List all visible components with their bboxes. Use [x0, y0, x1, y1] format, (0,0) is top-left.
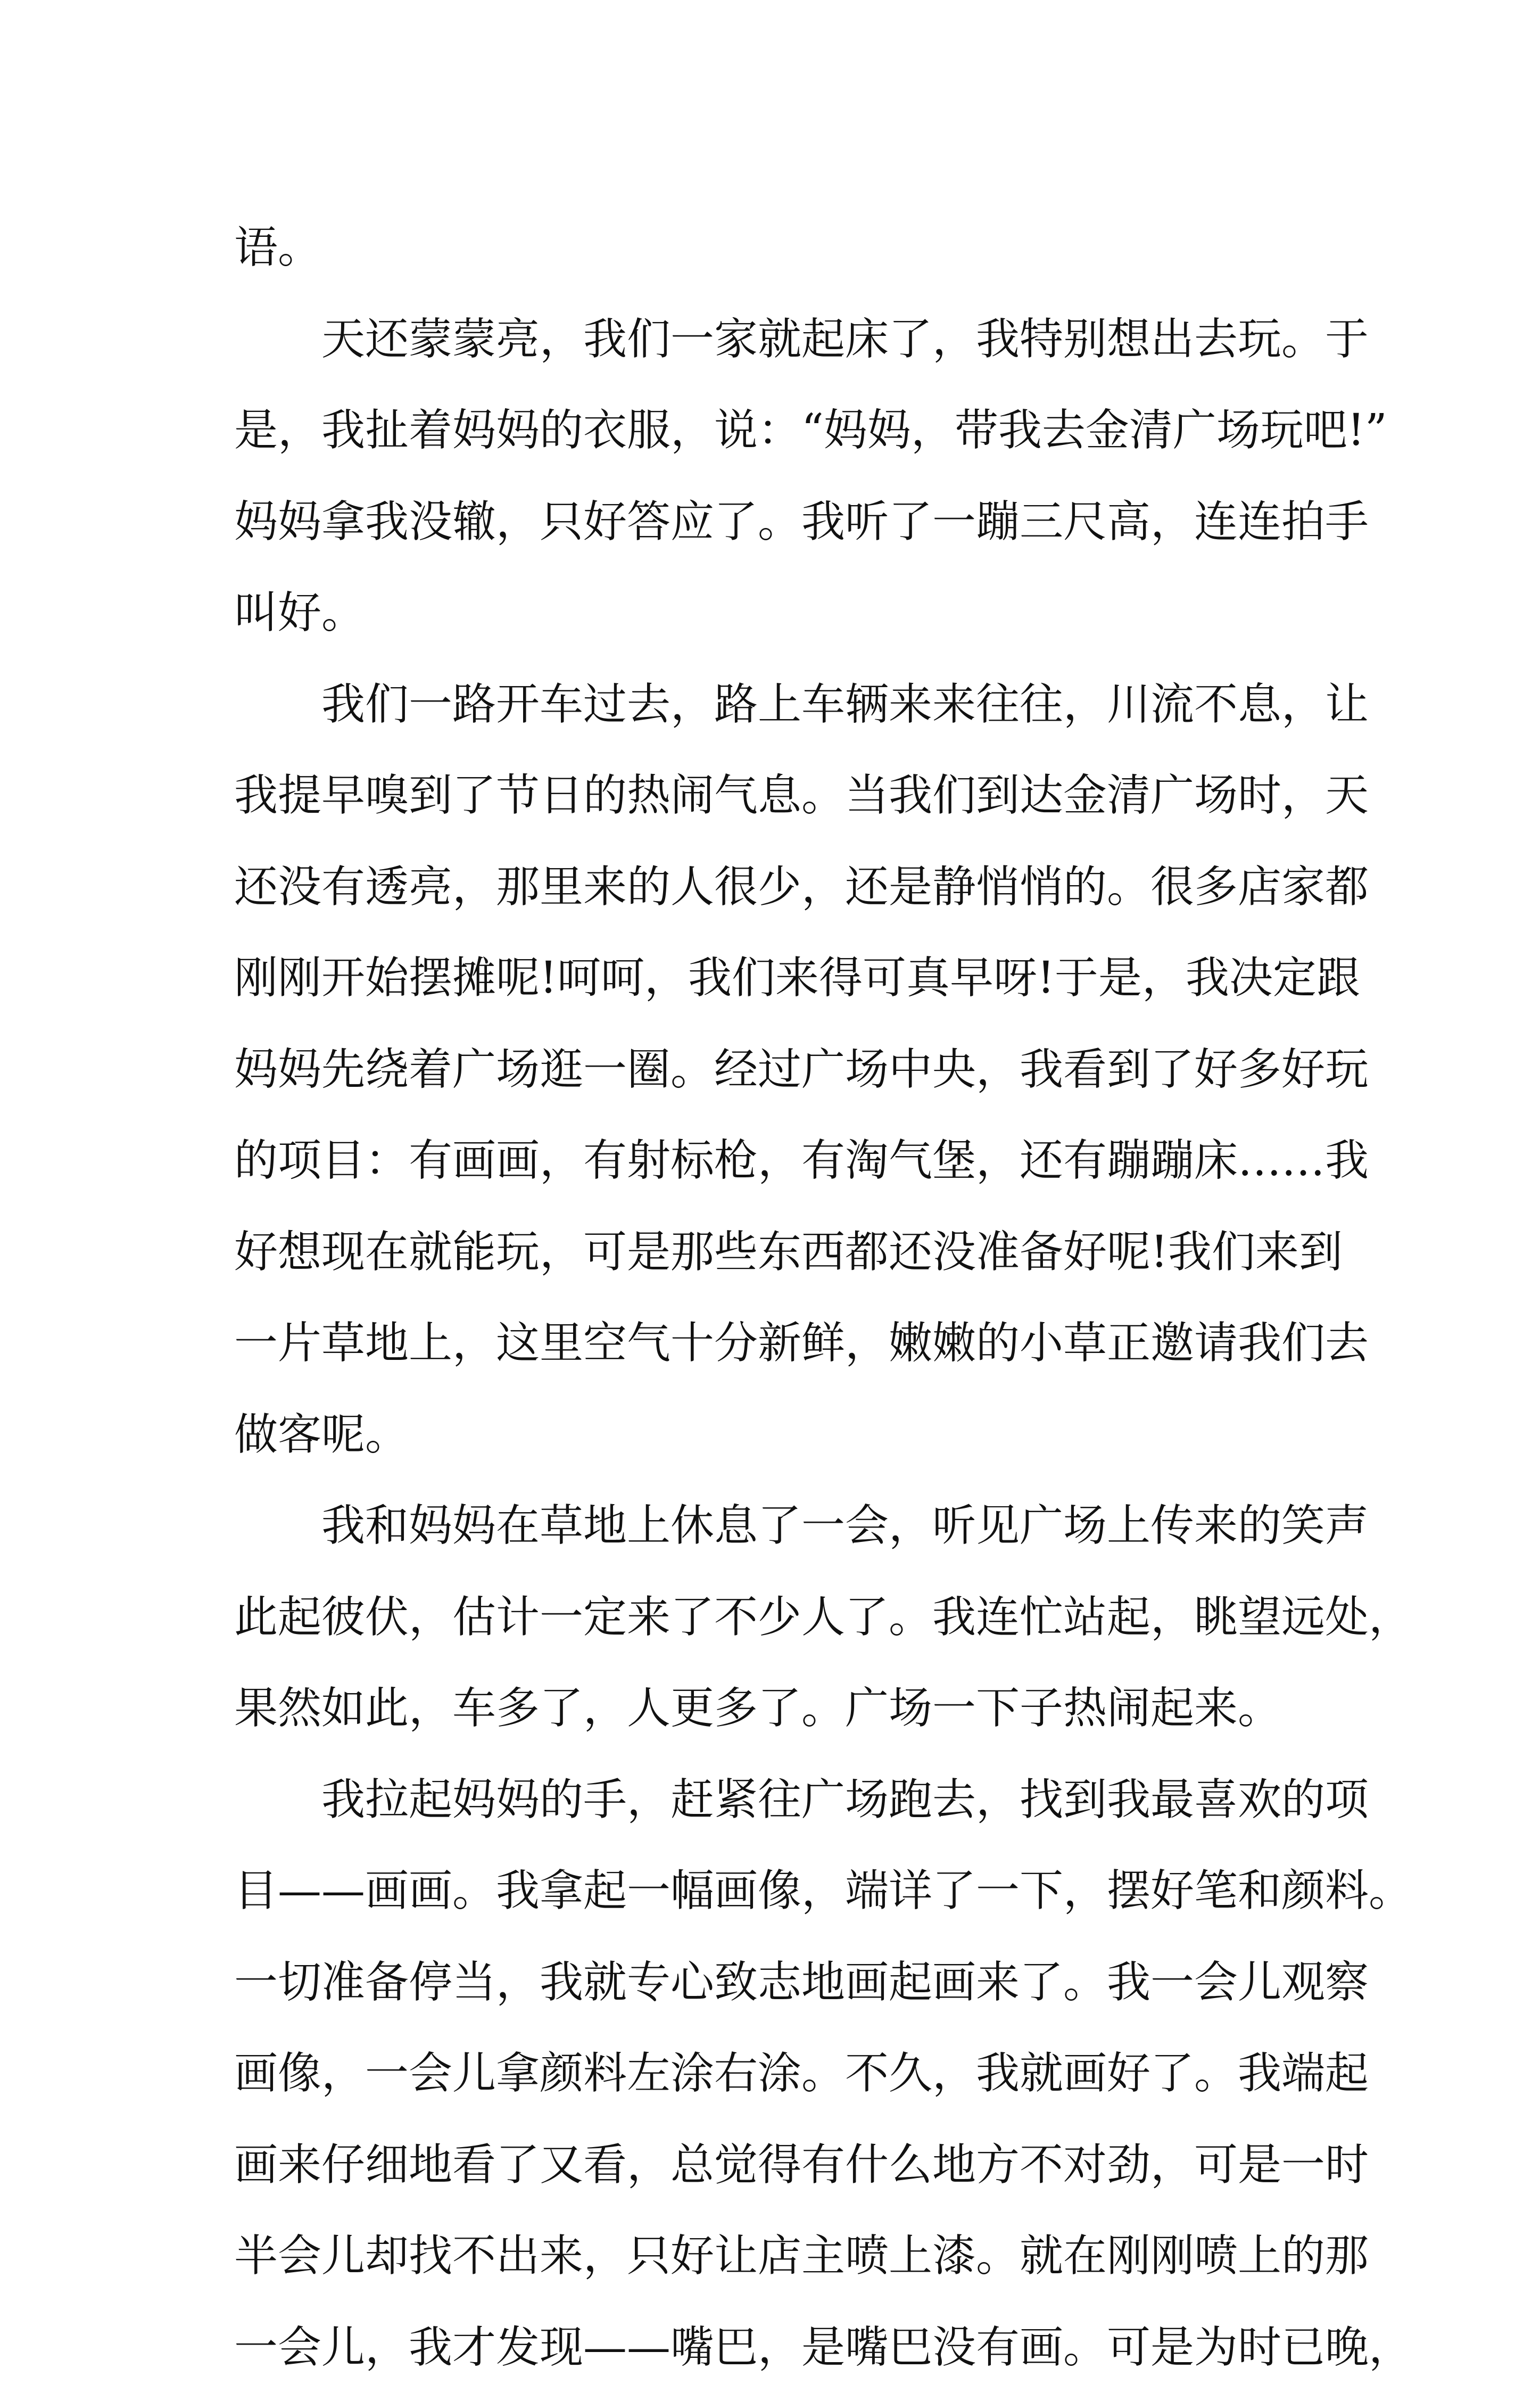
text-line: 叫好。	[234, 567, 1314, 659]
text-line: 我们一路开车过去，路上车辆来来往往，川流不息，让	[234, 659, 1314, 750]
text-line: 此起彼伏，估计一定来了不少人了。我连忙站起，眺望远处，	[234, 1572, 1314, 1663]
text-line: 一片草地上，这里空气十分新鲜，嫩嫩的小草正邀请我们去	[234, 1298, 1314, 1389]
text-line: 我拉起妈妈的手，赶紧往广场跑去，找到我最喜欢的项	[234, 1754, 1314, 1846]
text-line: 我和妈妈在草地上休息了一会，听见广场上传来的笑声	[234, 1480, 1314, 1572]
text-line: 的项目：有画画，有射标枪，有淘气堡，还有蹦蹦床……我	[234, 1115, 1314, 1207]
text-line: 画来仔细地看了又看，总觉得有什么地方不对劲，可是一时	[234, 2119, 1314, 2211]
text-line: 半会儿却找不出来，只好让店主喷上漆。就在刚刚喷上的那	[234, 2210, 1314, 2302]
essay-text	[234, 202, 1314, 2393]
text-line: 一会儿，我才发现——嘴巴，是嘴巴没有画。可是为时已晚，	[234, 2302, 1314, 2393]
text-line: 好想现在就能玩，可是那些东西都还没准备好呢!我们来到	[234, 1207, 1314, 1298]
text-line: 刚刚开始摆摊呢!呵呵，我们来得可真早呀!于是，我决定跟	[234, 933, 1314, 1024]
text-line: 天还蒙蒙亮，我们一家就起床了，我特别想出去玩。于	[234, 294, 1314, 385]
text-line: 做客呢。	[234, 1389, 1314, 1481]
text-line: 画像，一会儿拿颜料左涂右涂。不久，我就画好了。我端起	[234, 2028, 1314, 2119]
text-line: 妈妈拿我没辙，只好答应了。我听了一蹦三尺高，连连拍手	[234, 476, 1314, 568]
text-line: 我提早嗅到了节日的热闹气息。当我们到达金清广场时，天	[234, 750, 1314, 841]
text-line: 目——画画。我拿起一幅画像，端详了一下，摆好笔和颜料。	[234, 1845, 1314, 1937]
text-line: 果然如此，车多了，人更多了。广场一下子热闹起来。	[234, 1663, 1314, 1754]
text-line: 还没有透亮，那里来的人很少，还是静悄悄的。很多店家都	[234, 841, 1314, 933]
text-line: 语。	[234, 202, 1314, 294]
text-line: 一切准备停当，我就专心致志地画起画来了。我一会儿观察	[234, 1937, 1314, 2028]
text-line: 是，我扯着妈妈的衣服，说：“妈妈，带我去金清广场玩吧!”	[234, 385, 1314, 476]
text-line: 妈妈先绕着广场逛一圈。经过广场中央，我看到了好多好玩	[234, 1024, 1314, 1116]
